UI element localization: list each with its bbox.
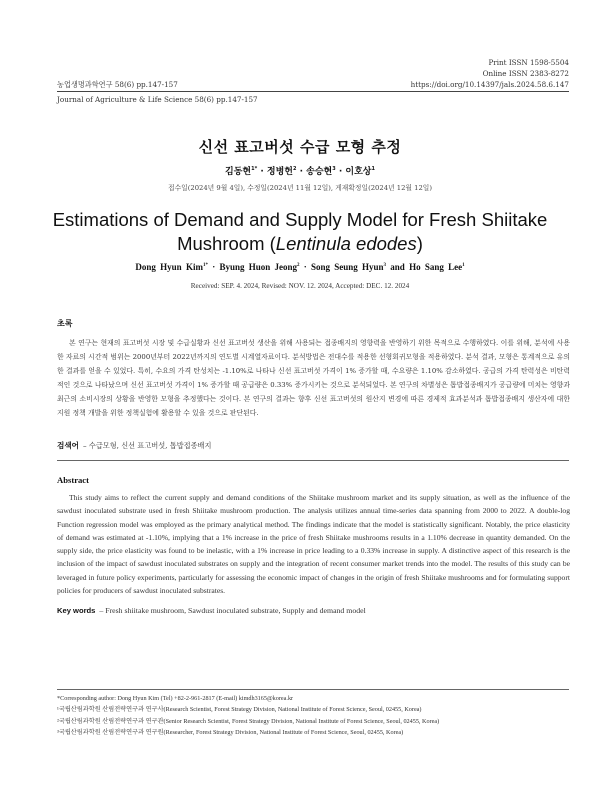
author-affiliation-mark: 1*: [202, 263, 208, 268]
footnote-rule: [57, 689, 569, 690]
author-separator: ·: [299, 262, 311, 272]
scientific-name: Lentinula edodes: [275, 233, 417, 254]
author-name: Byung Huon Jeong: [219, 262, 297, 272]
doi-link[interactable]: https://doi.org/10.14397/jals.2024.58.6.147: [410, 80, 569, 89]
header-rule: [57, 91, 569, 92]
keywords-list: – 수급모형, 신선 표고버섯, 톱밥접종배지: [83, 441, 212, 450]
author-affiliation-mark: 3: [332, 166, 336, 172]
korean-authors: [0, 164, 600, 177]
author-name: Ho Sang Lee: [409, 262, 463, 272]
journal-citation-eng: Journal of Agriculture & Life Science 58(6) pp.147-157: [57, 95, 258, 104]
print-issn: Print ISSN 1598-5504: [488, 58, 569, 67]
author-name: 이호상: [345, 167, 372, 177]
author-separator: ·: [257, 167, 267, 177]
author-affiliation-mark: 2: [292, 166, 297, 172]
english-abstract-heading: Abstract: [57, 475, 89, 485]
title-text: ): [416, 233, 423, 254]
online-issn: Online ISSN 2383-8272: [482, 69, 569, 78]
korean-abstract-body: 본 연구는 현재의 표고버섯 시장 및 수급실황과 신선 표고버섯 생산을 위해 사용되는 접종배지의 영향력을 반영하기 위한 목적으로 수행하였다. 이를 위해, 분석에 사용한 자료의 시간적 범위는 2000년부터 2022년까지의 연도별 시계열자료이다. 분석방법은 전대수를 적용한 선형회귀모형을 적용하였다. 분석 결과, 모형은 통계적으로 유의한 결과를 얻을 수 있었다. 특히, 수요의 가격 탄성치는 -1.10%로 나타나 신선 표고버섯 가격이 1% 증가할 때, 수요량은 1.10% 감소하였다. 공급의 가격 탄력성은 비탄력적인 것으로 나타났으며 신선 표고버섯 가격이 1% 증가할 때 공급량은 0.33% 증가시키는 것으로 분석되었다. 본 연구의 차별성은 톱밥접종배지가 공급량에 미치는 영향과 최근의 소비시장의 상황을 반영한 모형을 추정했다는 것이다. 본 연구의 결과는 향후 신선 표고버섯의 원산지 변경에 따른 경제적 효과분석과 톱밥접종배지 생산자에 대한 지원 정책 개발을 위한 정책실험에 활용할 수 있을 것으로 판단된다.: [57, 339, 570, 417]
korean-keywords: [57, 440, 570, 451]
keywords-label: Key words: [57, 606, 96, 615]
english-abstract-body: This study aims to reflect the current supply and demand conditions of the Shiitake mushroom market and its supply situation, as well as the influence of the sawdust inoculated substrate used in fresh Shiitake mushroom production. The analysis utilizes annual time-series data spanning from 2000 to 2022. A double-log Function regression model was employed as the primary analytical method. The findings indicate that the model is statistically significant. Notably, the price elasticity of demand was estimated at -1.10%, implying that a 1% increase in the price of fresh Shiitake mushrooms results in a 1.10% decrease in quantity demanded. On the supply side, the price elasticity was found to be inelastic, with a 1% increase in price leading to a 0.33% increase in supply. A distinctive aspect of this research is the inclusion of the impact of sawdust inoculated substrates on supply and the integration of recent consumer market trends into the model. The results of this study can be leveraged in future policy experiments, particularly for assessing the economic impact of changes in the origin of fresh Shiitake mushrooms and for formulating support policies for producers of sawdust inoculated substrates.: [57, 493, 570, 596]
footnote-affiliation-2: ²국립산림과학원 산림전략연구과 연구관(Senior Research Scientist, Forest Strategy Division, National Institute of Forest Science, Seoul, 02455, Korea): [57, 718, 440, 725]
keywords-list: – Fresh shiitake mushroom, Sawdust inoculated substrate, Supply and demand model: [99, 606, 366, 615]
author-name: 정병헌: [266, 167, 293, 177]
title-text: Mushroom (: [177, 233, 276, 254]
korean-abstract-heading: 초록: [57, 319, 73, 328]
author-separator: ·: [335, 167, 346, 177]
footnote-affiliation-3: ³국립산림과학원 산림전략연구과 연구원(Researcher, Forest Strategy Division, National Institute of Forest Science, Seoul, 02455, Korea): [57, 729, 404, 736]
english-title-line2: [0, 232, 600, 256]
footnote-affiliation-1: ¹국립산림과학원 산림전략연구과 연구사(Research Scientist, Forest Strategy Division, National Institute of Forest Science, Seoul, 02455, Korea): [57, 706, 422, 713]
author-affiliation-mark: 1: [462, 263, 465, 268]
author-name: Song Seung Hyun: [311, 262, 384, 272]
author-affiliation-mark: 2: [296, 263, 300, 268]
section-divider: [57, 460, 569, 461]
korean-title: 신선 표고버섯 수급 모형 추정: [198, 138, 402, 156]
english-title: [0, 208, 600, 256]
author-affiliation-mark: 3: [383, 263, 387, 268]
author-separator: ·: [207, 262, 220, 272]
author-name: 송승현: [306, 167, 333, 177]
author-conjunction: and: [386, 262, 410, 272]
footnote-corresponding: *Corresponding author: Dong Hyun Kim (Tel) +82-2-961-2817 (E-mail) kimdh3165@korea.kr: [57, 695, 294, 702]
english-dates: Received: SEP. 4. 2024, Revised: NOV. 12. 2024, Accepted: DEC. 12. 2024: [190, 282, 410, 290]
journal-citation-kor: 농업생명과학연구 58(6) pp.147-157: [57, 80, 178, 89]
author-affiliation-mark: 1: [371, 166, 375, 172]
english-keywords: [57, 606, 570, 615]
korean-dates: 접수일(2024년 9월 4일), 수정일(2024년 11월 12일), 게재확정일(2024년 12월 12일): [168, 184, 432, 192]
author-affiliation-mark: 1*: [251, 166, 258, 172]
keywords-label: 검색어: [57, 441, 80, 450]
author-name: 김동현: [225, 167, 252, 177]
english-title-line1: Estimations of Demand and Supply Model for Fresh Shiitake: [52, 209, 548, 230]
english-authors: [0, 262, 600, 272]
author-name: Dong Hyun Kim: [135, 262, 203, 272]
author-separator: ·: [296, 167, 307, 177]
